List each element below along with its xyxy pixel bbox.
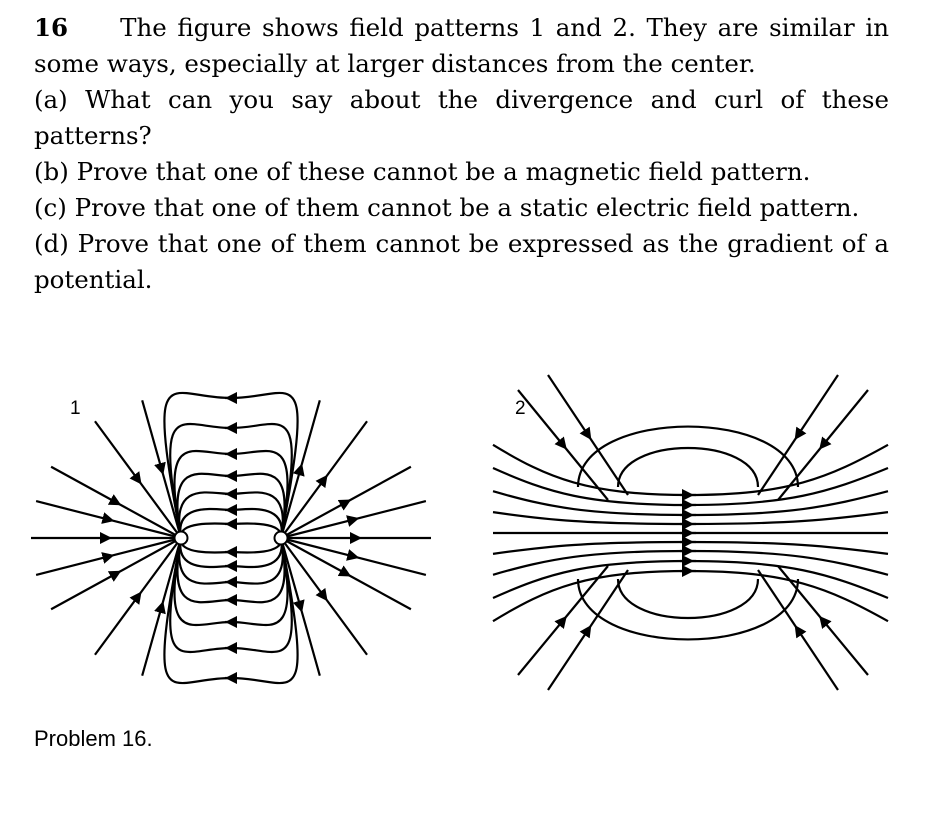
field-line-left-0 <box>51 538 181 609</box>
part-b: (b) Prove that one of these cannot be a magnetic field pattern. <box>34 157 811 186</box>
field-line-lobe-up-0 <box>181 523 281 538</box>
problem-number: 16 <box>34 13 69 42</box>
field-line-lobe-up-3 <box>177 474 284 538</box>
field-line-lobe-down-2 <box>179 538 283 584</box>
field-line-horizontal-0 <box>493 445 888 495</box>
field-pattern-1 <box>30 370 440 695</box>
problem-intro <box>34 10 889 82</box>
panel-label-1: 1 <box>70 398 81 419</box>
part-d: (d) Prove that one of them cannot be expressed as the gradient of a potential. <box>34 229 889 294</box>
field-lines-1 <box>31 393 431 683</box>
field-line-lobe-down-0 <box>181 538 281 553</box>
field-line-right-1 <box>281 501 426 538</box>
field-line-right-3 <box>281 538 426 575</box>
field-loop-lower-1 <box>578 579 798 639</box>
field-line-lobe-up-2 <box>179 492 283 538</box>
field-line-left-1 <box>36 538 181 575</box>
field-line-right-4 <box>281 538 411 609</box>
field-line-left-3 <box>36 501 181 538</box>
field-pattern-1-svg <box>30 370 440 695</box>
field-pattern-2 <box>488 370 898 695</box>
field-loop-lower-0 <box>618 579 758 618</box>
charge-right <box>275 532 288 545</box>
problem-intro-text: The figure shows field patterns 1 and 2. They are similar in some ways, especially at larger distances from the center. <box>34 13 889 78</box>
charge-left <box>175 532 188 545</box>
field-line-lobe-down-3 <box>177 538 284 602</box>
panel-label-2: 2 <box>515 398 526 419</box>
field-lines-2 <box>493 375 888 690</box>
field-pattern-2-svg <box>488 370 898 695</box>
field-line-right-0 <box>281 467 411 538</box>
field-loop-upper-1 <box>578 427 798 487</box>
part-a: (a) What can you say about the divergence and curl of these patterns? <box>34 85 889 150</box>
field-line-lobe-up-5 <box>170 424 292 538</box>
field-loop-upper-0 <box>618 448 758 487</box>
part-c: (c) Prove that one of them cannot be a static electric field pattern. <box>34 193 860 222</box>
field-line-horizontal-8 <box>493 571 888 621</box>
field-line-lobe-down-5 <box>170 538 292 652</box>
field-line-left-4 <box>51 467 181 538</box>
problem-text <box>34 10 889 298</box>
figure-caption: Problem 16. <box>34 726 153 751</box>
